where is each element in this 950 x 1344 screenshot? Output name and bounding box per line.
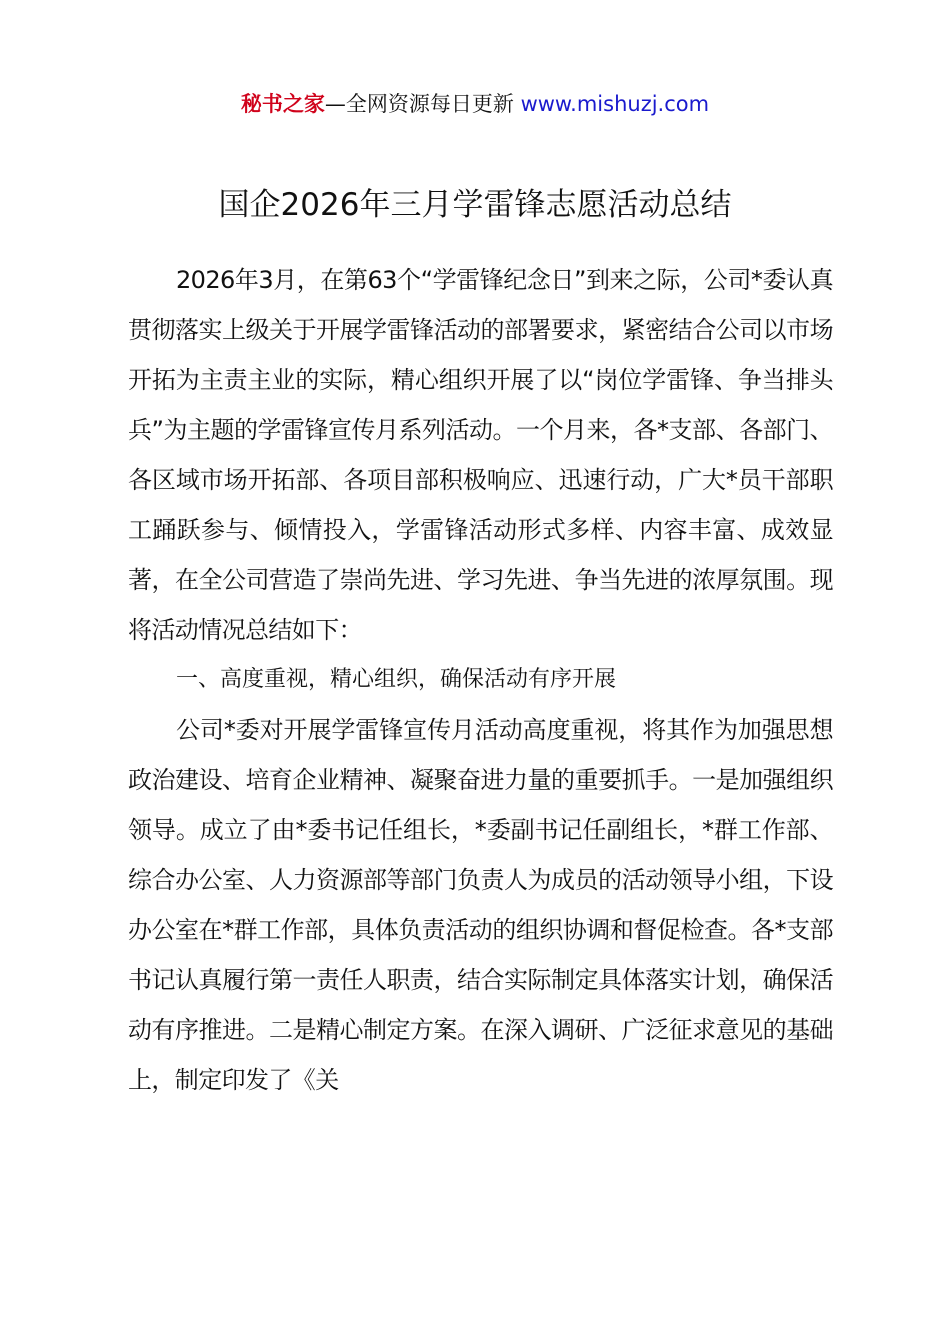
site-url-link[interactable]: www.mishuzj.com <box>520 92 710 116</box>
intro-paragraph: 2026年3月，在第63个“学雷锋纪念日”到来之际，公司*委认真贯彻落实上级关于开展学雷锋活动的部署要求，紧密结合公司以市场开拓为主责主业的实际，精心组织开展了以“岗位学雷锋、争当排头兵”为主题的学雷锋宣传月系列活动。一个月来，各*支部、各部门、各区域市场开拓部、各项目部积极响应、迅速行动，广大*员干部职工踊跃参与、倾情投入，学雷锋活动形式多样、内容丰富、成效显著，在全公司营造了崇尚先进、学习先进、争当先进的浓厚氛围。现将活动情况总结如下： <box>128 266 833 644</box>
header-slogan: —全网资源每日更新 <box>324 92 514 116</box>
document-title: 国企2026年三月学雷锋志愿活动总结 <box>218 187 732 223</box>
site-header <box>0 88 950 120</box>
section-paragraph: 公司*委对开展学雷锋宣传月活动高度重视，将其作为加强思想政治建设、培育企业精神、凝聚奋进力量的重要抓手。一是加强组织领导。成立了由*委书记任组长，*委副书记任副组长，*群工作部、综合办公室、人力资源部等部门负责人为成员的活动领导小组，下设办公室在*群工作部，具体负责活动的组织协调和督促检查。各*支部书记认真履行第一责任人职责，结合实际制定具体落实计划，确保活动有序推进。二是精心制定方案。在深入调研、广泛征求意见的基础上，制定印发了《关 <box>128 716 833 1094</box>
brand-name: 秘书之家 <box>240 92 325 116</box>
section-heading: 一、高度重视，精心组织，确保活动有序开展 <box>176 667 617 692</box>
document-body <box>128 255 833 1105</box>
